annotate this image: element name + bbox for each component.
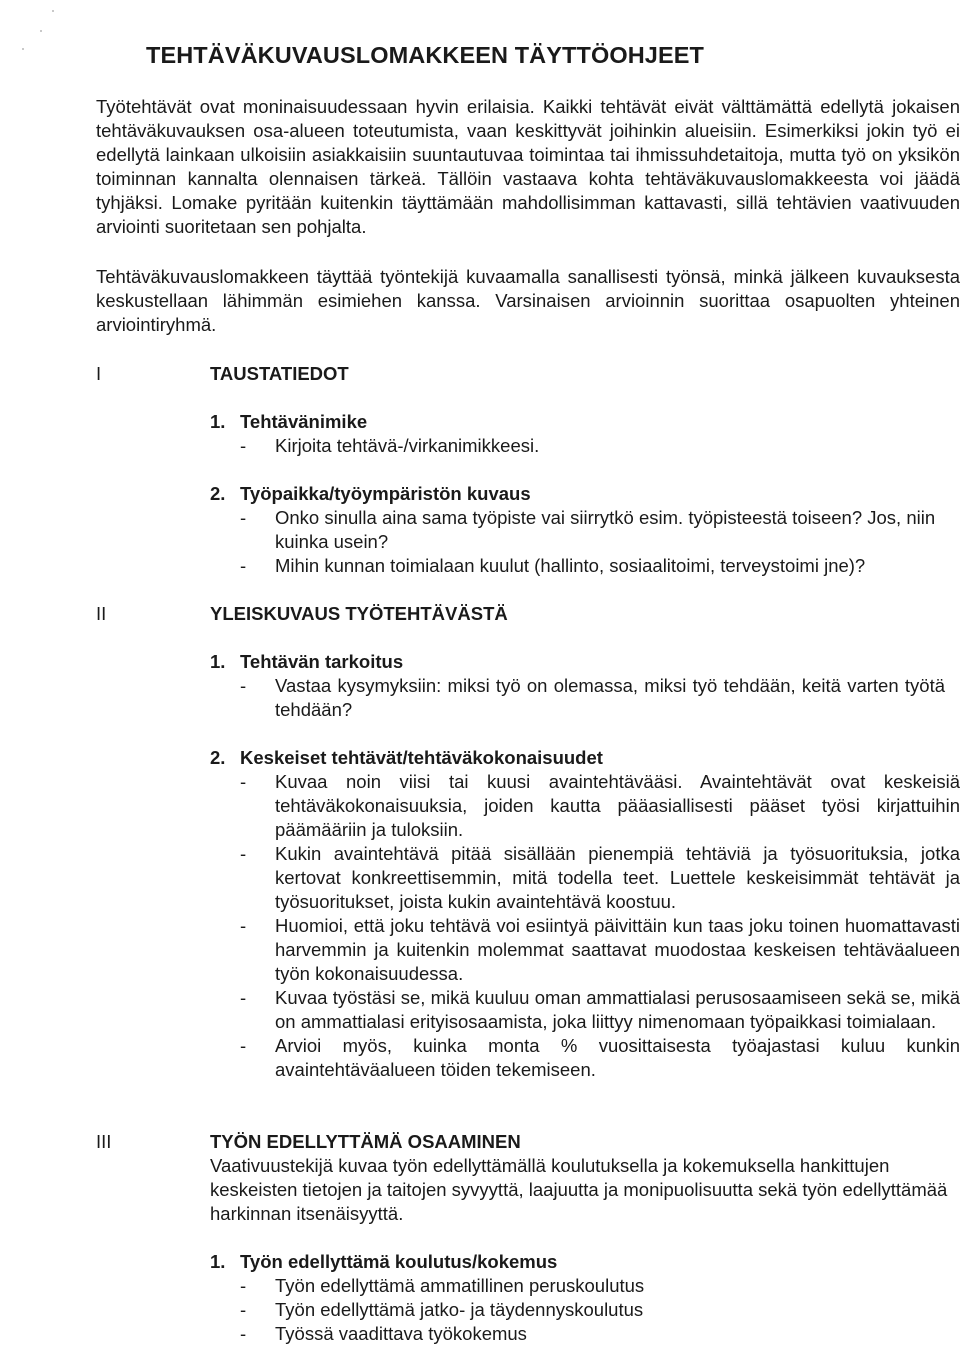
section-title: TYÖN EDELLYTTÄMÄ OSAAMINEN (210, 1131, 521, 1152)
scan-speck (52, 10, 54, 12)
intro-paragraph: Työtehtävät ovat moninaisuudessaan hyvin erilaisia. Kaikki tehtävät eivät välttämättä edellytä jokaisen tehtäväkuvauksen osa-alueen toteutumista, vaan keskittyvät joihinkin alueisiin. Esimerkiksi jokin työ ei edellytä lainkaan ulkoisiin asiakkaisiin suuntautuvaa toimintaa tai ihmissuhdetaitoja, mutta työ on yksikön toiminnan kannalta olennaisen tärkeä. Tällöin vastaava kohta tehtäväkuvauslomakkeesta voi jäädä tyhjäksi. Lomake pyritään kuitenkin täyttämään mahdollisimman kattavasti, sillä tehtävien vaativuuden arviointi suoritetaan sen pohjalta. (96, 96, 960, 237)
item-title: 1. Työn edellyttämä koulutus/kokemus (210, 1251, 558, 1272)
list-item: - Kukin avaintehtävä pitää sisällään pienempiä tehtäviä ja työsuorituksia, jotka kertovat konkreettisemmin, mitä todella teet. Luettele keskeisimmät tehtävät ja työsuoritukset, joista kukin avaintehtävä koostuu. (210, 842, 960, 914)
item-block (210, 1250, 960, 1346)
list-item: - Arvioi myös, kuinka monta % vuosittaisesta työajastasi kuluu kunkin avaintehtäväalueen töiden tekemiseen. (210, 1034, 960, 1082)
section-number: I (96, 363, 102, 384)
list-item: - Työn edellyttämä ammatillinen peruskoulutus (210, 1274, 960, 1298)
list-item: - Huomioi, että joku tehtävä voi esiintyä päivittäin kun taas joku toinen huomattavasti harvemmin ja kuitenkin molemmat saattavat muodostaa keskeisen tehtäväalueen työn kokonaisuudessa. (210, 914, 960, 986)
intro-paragraph: Tehtäväkuvauslomakkeen täyttää työntekijä kuvaamalla sanallisesti työnsä, minkä jälkeen kuvauksesta keskustellaan lähimmän esimiehen kanssa. Varsinaisen arvioinnin suorittaa osapuolten yhteinen arviointiryhmä. (96, 266, 960, 335)
item-block (210, 410, 960, 458)
page-title: TEHTÄVÄKUVAUSLOMAKKEEN TÄYTTÖOHJEET (146, 42, 704, 68)
bullet-list (210, 434, 960, 458)
list-item: - Työssä vaadittava työkokemus (210, 1322, 960, 1346)
section-title: TAUSTATIEDOT (210, 363, 349, 384)
bullet-list (210, 1274, 960, 1346)
list-item: - Onko sinulla aina sama työpiste vai siirrytkö esim. työpisteestä toiseen? Jos, niin kuinka usein? (210, 506, 960, 554)
item-title: 1. Tehtävän tarkoitus (210, 651, 404, 672)
section-number: II (96, 603, 107, 624)
item-title: 2. Keskeiset tehtävät/tehtäväkokonaisuudet (210, 747, 603, 768)
bullet-list (210, 506, 960, 578)
list-item: - Työn edellyttämä jatko- ja täydennyskoulutus (210, 1298, 960, 1322)
section-number: III (96, 1131, 112, 1152)
bullet-list (210, 674, 945, 722)
item-title: 1. Tehtävänimike (210, 411, 368, 432)
scan-speck (40, 30, 42, 32)
list-item: - Kuvaa työstäsi se, mikä kuuluu oman ammattialasi perusosaamiseen sekä se, mikä on ammattialasi erityisosaamista, joka liittyy nimenomaan työpaikkasi toimialaan. (210, 986, 960, 1034)
item-title: 2. Työpaikka/työympäristön kuvaus (210, 483, 531, 504)
scan-speck (22, 48, 24, 50)
list-item: - Mihin kunnan toimialaan kuulut (hallinto, sosiaalitoimi, terveystoimi jne)? (210, 554, 960, 578)
section-title: YLEISKUVAUS TYÖTEHTÄVÄSTÄ (210, 603, 508, 624)
section-description: Vaativuustekijä kuvaa työn edellyttämällä koulutuksella ja kokemuksella hankittujen keskeisten tietojen ja taitojen syvyyttä, laajuutta ja monipuolisuutta sekä työn edellyttämää harkinnan itsenäisyyttä. (210, 1155, 948, 1224)
list-item: - Kuvaa noin viisi tai kuusi avaintehtävääsi. Avaintehtävät ovat keskeisiä tehtäväkokonaisuuksia, joiden kautta pääasiallisesti pääset työsi kirjattuihin päämääriin ja tuloksiin. (210, 770, 960, 842)
section-block (210, 1130, 960, 1226)
item-block (210, 650, 960, 722)
item-block (210, 482, 960, 578)
list-item: - Kirjoita tehtävä-/virkanimikkeesi. (210, 434, 960, 458)
bullet-list (210, 770, 960, 1082)
item-block (210, 746, 960, 1082)
list-item: - Vastaa kysymyksiin: miksi työ on olemassa, miksi työ tehdään, keitä varten työtä tehdään? (210, 674, 945, 722)
